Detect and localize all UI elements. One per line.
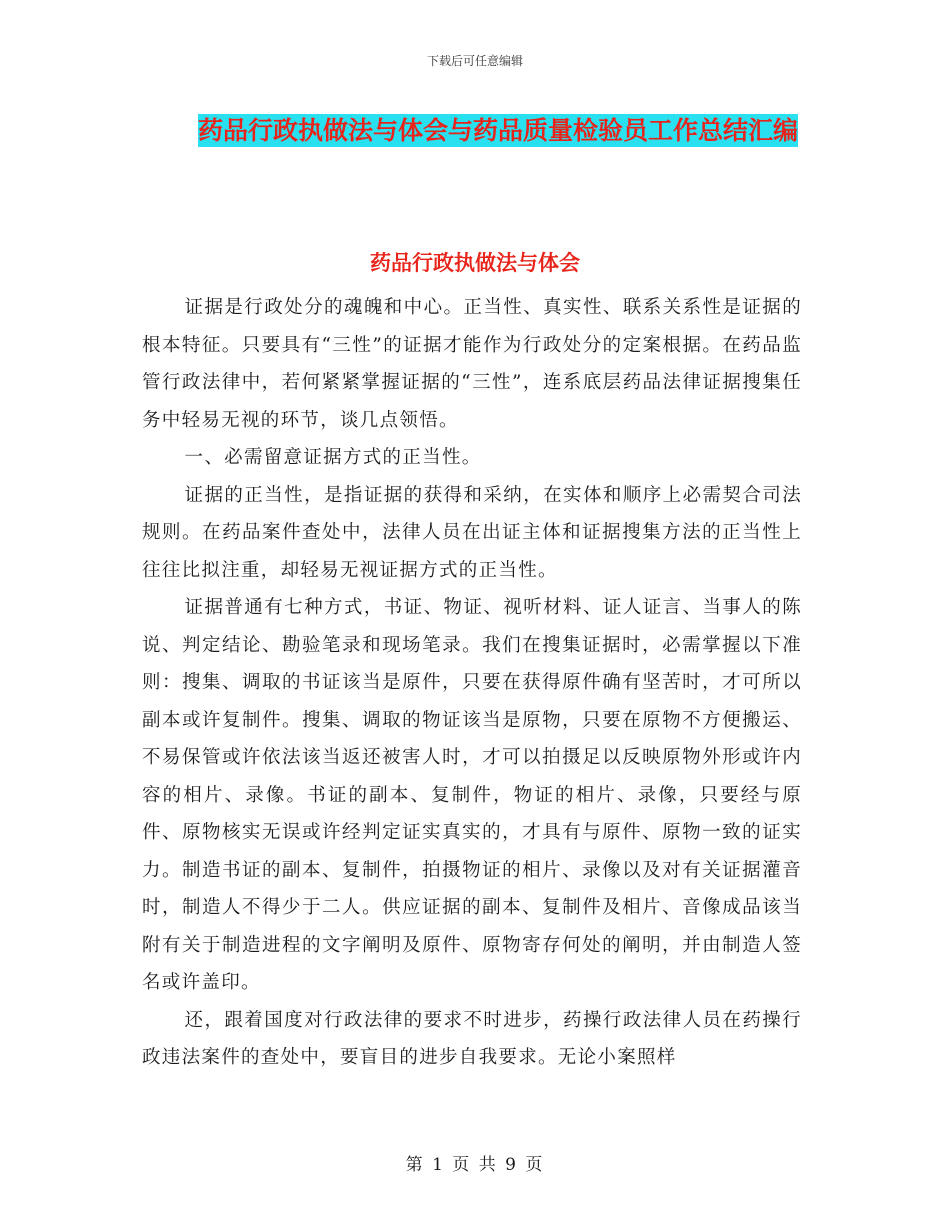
page-number: 第 1 页 共 9 页 (405, 1155, 545, 1175)
paragraph: 证据的正当性，是指证据的获得和采纳，在实体和顺序上必需契合司法规则。在药品案件查处中，法律人员在出证主体和证据搜集方法的正当性上往往比拟注重，却轻易无视证据方式的正当性。 (142, 484, 802, 581)
document-body (142, 289, 802, 1077)
paragraph: 还，跟着国度对行政法律的要求不时进步，药操行政法律人员在药操行政违法案件的查处中，要盲目的进步自我要求。无论小案照样 (142, 1009, 802, 1068)
paragraph: 证据普通有七种方式，书证、物证、视听材料、证人证言、当事人的陈说、判定结论、勘验笔录和现场笔录。我们在搜集证据时，必需掌握以下准则：搜集、调取的书证该当是原件，只要在获得原件确有坚苦时，才可所以副本或许复制件。搜集、调取的物证该当是原物，只要在原物不方便搬运、不易保管或许依法该当返还被害人时，才可以拍摄足以反映原物外形或许内容的相片、录像。书证的副本、复制件，物证的相片、录像，只要经与原件、原物核实无误或许经判定证实真实的，才具有与原件、原物一致的证实力。制造书证的副本、复制件，拍摄物证的相片、录像以及对有关证据灌音时，制造人不得少于二人。供应证据的副本、复制件及相片、音像成品该当附有关于制造进程的文字阐明及原件、原物寄存何处的阐明，并由制造人签名或许盖印。 (142, 597, 802, 993)
paragraph: 证据是行政处分的魂魄和中心。正当性、真实性、联系关系性是证据的根本特征。只要具有“三性”的证据才能作为行政处分的定案根据。在药品监管行政法律中，若何紧紧掌握证据的“三性”，连系底层药品法律证据搜集任务中轻易无视的环节，谈几点领悟。 (142, 297, 802, 431)
document-title-text: 药品行政执做法与体会与药品质量检验员工作总结汇编 (197, 116, 798, 145)
section-title: 药品行政执做法与体会 (370, 250, 580, 275)
paragraph: 一、必需留意证据方式的正当性。 (184, 447, 482, 468)
page-header-note: 下载后可任意编辑 (426, 54, 523, 68)
document-title (192, 108, 804, 154)
